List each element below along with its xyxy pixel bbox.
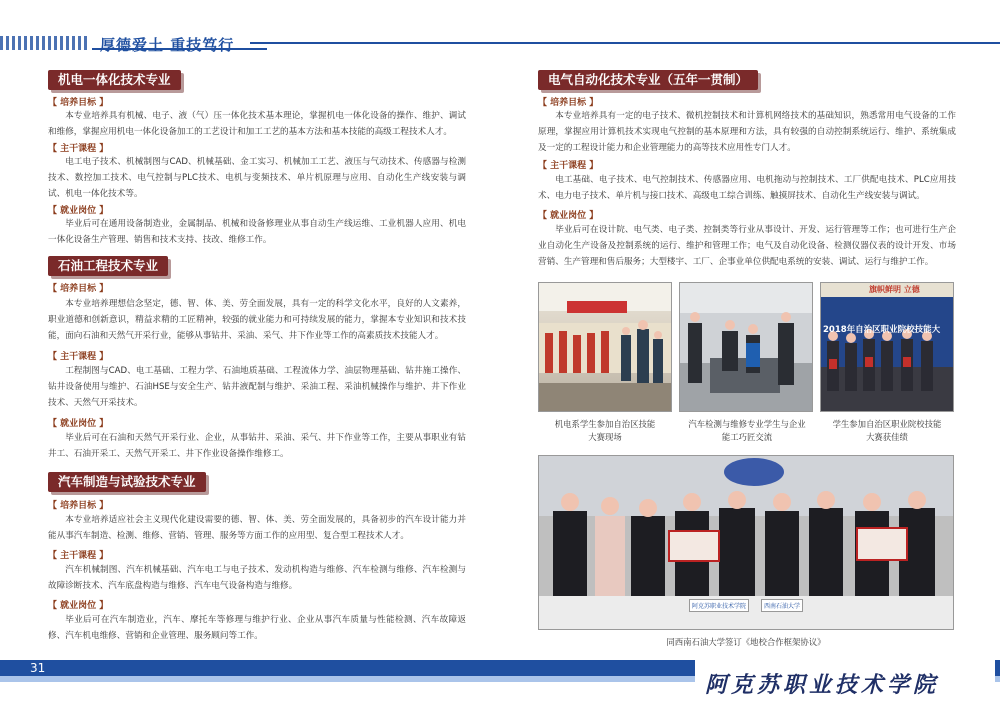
photo-competition-workshop [538,282,672,412]
header-rule-right [250,42,1000,44]
subhead-courses: 【 主干课程 】 [48,144,109,154]
caption-3: 学生参加自治区职业院校技能大赛获佳绩 [832,419,942,442]
header-slogan: 厚德爱土 重技笃行 [100,36,235,54]
subhead-jobs: 【 就业岗位 】 [48,419,109,429]
caption-2: 汽车检测与维修专业学生与企业能工巧匠交流 [688,419,806,442]
name-plate-left: 阿克苏职业技术学院 [689,599,749,612]
caption-1: 机电系学生参加自治区技能大赛现场 [554,419,656,442]
para-goal: 本专业培养适应社会主义现代化建设需要的德、智、体、美、劳全面发展的，具备初步的汽车设计能力并能从事汽车制造、检测、维修、营销、管理、服务等方面工作的应用型、复合型工程技术人才。 [48,515,466,541]
photo-scene [680,283,813,412]
photo-banner-text: 2018年自治区职业院校技能大 [823,325,941,335]
subhead-courses: 【 主干课程 】 [538,161,599,171]
photo-award-group [820,282,954,412]
caption-4: 同西南石油大学签订《地校合作框架协议》 [666,637,826,647]
section-title-petroleum: 石油工程技术专业 [48,256,168,276]
para-jobs: 毕业后可在设计院、电气类、电子类、控制类等行业从事设计、开发、运行管理等工作；也可进行生产企业自动化生产设备及控制系统的运行、维护和管理工作；电气及自动化设备、检测仪器仪表的设计开发、市场营销、生产管理和售后服务；大型楼宇、工厂、企事业单位供配电系统的安装、调试、运行与维护工作。 [538,225,956,267]
para-jobs: 毕业后可在通用设备制造业，金属制品、机械和设备修理业从事自动生产线运维、工业机器人应用、机电一体化设备生产管理、销售和技术支持、技改、维修工作。 [48,219,466,245]
subhead-goal: 【 培养目标 】 [48,98,109,108]
para-jobs: 毕业后可在汽车制造业，汽车、摩托车等修理与维护行业、企业从事汽车质量与性能检测、汽车故障返修、汽车机电维修、营销和企业管理、服务顾问等工作。 [48,615,466,641]
para-jobs: 毕业后可在石油和天然气开采行业、企业，从事钻井、采油、采气、井下作业等工作，主要从事职业有钻井工、石油开采工、天然气开采工、井下作业设备操作维修工。 [48,433,466,459]
para-goal: 本专业培养具有一定的电子技术、微机控制技术和计算机网络技术的基础知识，熟悉常用电气设备的工作原理，掌握应用计算机技术实现电气控制的基本原理和方法，具有较强的自动控制系统运行、维护、系统集成及一定的工程设计能力和企业管理能力的高等技术应用性专门人才。 [538,111,956,153]
para-goal: 本专业培养具有机械、电子、液（气）压一体化技术基本理论，掌握机电一体化设备的操作、维护、调试和维修，掌握应用机电一体化设备加工的工艺设计和加工工艺的基本方法和基本技能的高级工程技术人才。 [48,111,466,137]
para-goal: 本专业培养理想信念坚定，德、智、体、美、劳全面发展，具有一定的科学文化水平，良好的人文素养，职业道德和创新意识，精益求精的工匠精神，较强的就业能力和可持续发展的能力，掌握本专业知识和技术技能，面向石油和天然气开采行业，能够从事钻井、采油、采气、井下作业等工作的高素质技术技能人才。 [48,299,466,341]
photo-agreement-signing [538,455,954,630]
photo-banner-slogan: 旗帜鲜明 立德 [869,285,920,294]
photo-scene [821,283,954,412]
subhead-courses: 【 主干课程 】 [48,352,109,362]
header-stripe [0,36,90,50]
section-title-electrical: 电气自动化技术专业（五年一贯制） [538,70,758,90]
para-courses: 工程制图与CAD、电工基础、工程力学、石油地质基础、工程流体力学、油层物理基础、钻井施工操作、钻井设备使用与维护、石油HSE与安全生产、钻井液配制与维护、采油工程、采油机械操作与维护、井下作业技术、天然气开采技术。 [48,366,466,408]
photo-scene [539,283,672,412]
para-courses: 电工电子技术、机械制图与CAD、机械基础、金工实习、机械加工工艺、液压与气动技术、传感器与检测技术、数控加工技术、电气控制与PLC技术、电机与变频技术、单片机原理与应用、自动化生产线安装与调试、机电一体化技术等。 [48,157,466,199]
para-courses: 汽车机械制图、汽车机械基础、汽车电工与电子技术、发动机构造与维修、汽车检测与维修、汽车检测与故障诊断技术、汽车底盘构造与维修、汽车电气设备构造与维修。 [48,565,466,591]
subhead-jobs: 【 就业岗位 】 [538,211,599,221]
section-title-mechatronics: 机电一体化技术专业 [48,70,181,90]
subhead-courses: 【 主干课程 】 [48,551,109,561]
para-courses: 电工基础、电子技术、电气控制技术、传感器应用、电机拖动与控制技术、工厂供配电技术、PLC应用技术、电力电子技术、单片机与接口技术、高级电工综合训练、触摸屏技术、自动化生产线安装与调试。 [538,175,956,201]
section-title-automotive: 汽车制造与试验技术专业 [48,472,206,492]
subhead-goal: 【 培养目标 】 [48,284,109,294]
page-number-left: 31 [30,661,46,675]
subhead-jobs: 【 就业岗位 】 [48,601,109,611]
subhead-goal: 【 培养目标 】 [538,98,599,108]
subhead-goal: 【 培养目标 】 [48,501,109,511]
photo-engine-exchange [679,282,813,412]
name-plate-right: 西南石油大学 [761,599,803,612]
college-calligraphy: 阿克苏职业技术学院 [705,672,940,698]
subhead-jobs: 【 就业岗位 】 [48,206,109,216]
